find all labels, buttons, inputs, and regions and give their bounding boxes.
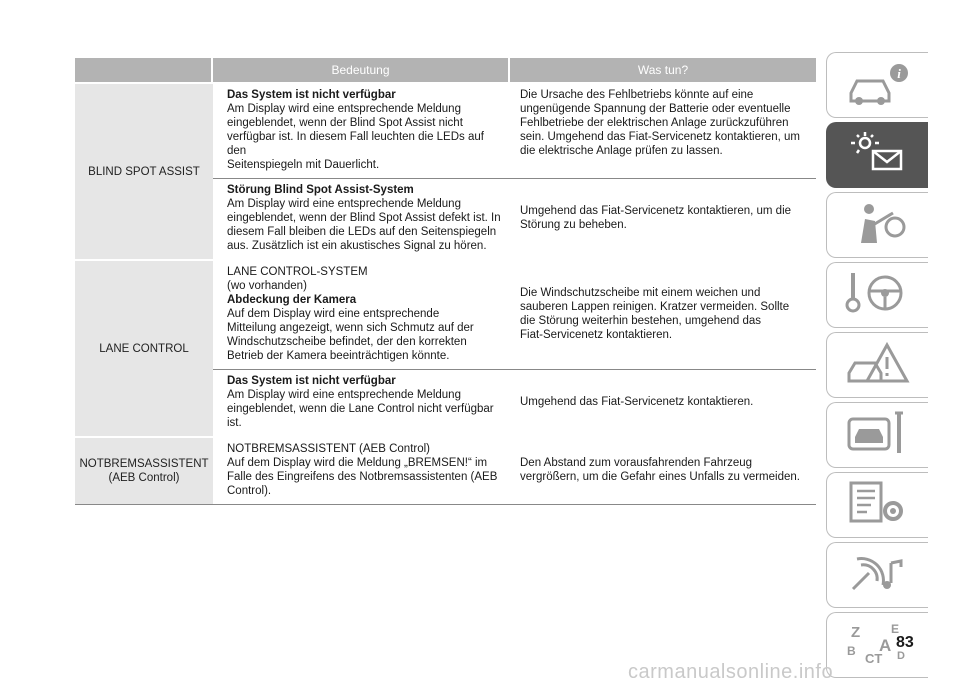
table-group — [75, 438, 816, 504]
warning-light-message-icon — [843, 129, 913, 182]
nav-tab-5[interactable] — [826, 402, 928, 468]
action-cell — [512, 84, 816, 178]
action-line: Den Abstand zum vorausfahrenden Fahrzeug — [520, 457, 753, 469]
page-number: 83 — [896, 634, 914, 651]
nav-tab-3[interactable] — [826, 262, 928, 328]
meaning-cell — [213, 84, 512, 178]
row-title: Das System ist nicht verfügbar — [227, 89, 396, 101]
table-row — [213, 438, 816, 504]
meaning-line: Seitenspiegeln mit Dauerlicht. — [227, 159, 380, 171]
crash-warning-icon — [843, 339, 913, 392]
action-line: Umgehend das Fiat-Servicenetz kontaktieren. — [520, 396, 754, 408]
group-label-line: (AEB Control) — [108, 472, 180, 484]
action-line: Die Ursache des Fehlbetriebs könnte auf eine — [520, 89, 754, 101]
multimedia-note-icon — [843, 549, 913, 602]
row-title: Störung Blind Spot Assist-System — [227, 184, 414, 196]
meaning-line: Mitteilung angezeigt, wenn sich Schmutz auf der — [227, 322, 474, 334]
svg-text:CT: CT — [864, 650, 882, 666]
meaning-line: Falle des Eingreifens des Notbremsassistenten (AEB — [227, 471, 498, 483]
meaning-line: eingeblendet, wenn der Blind Spot Assist defekt ist. In — [227, 212, 501, 224]
group-rows — [213, 84, 816, 259]
meaning-line: NOTBREMSASSISTENT (AEB Control) — [227, 443, 430, 455]
watermark: carmanualsonline.info — [628, 661, 834, 683]
nav-tab-2[interactable] — [826, 192, 928, 258]
warning-table — [75, 58, 816, 506]
table-header — [75, 58, 816, 82]
meaning-line: ist. — [227, 417, 242, 429]
action-cell — [512, 179, 816, 259]
specs-gear-icon — [843, 479, 913, 532]
action-line: vergrößern, um die Gefahr eines Unfalls zu vermeiden. — [520, 471, 800, 483]
svg-text:E: E — [890, 621, 899, 636]
group-rows — [213, 438, 816, 504]
action-line: Fiat-Servicenetz kontaktieren. — [520, 329, 673, 341]
action-line: sein. Umgehend das Fiat-Servicenetz kontaktieren, um — [520, 131, 800, 143]
meaning-line: Auf dem Display wird eine entsprechende — [227, 308, 440, 320]
nav-tab-6[interactable] — [826, 472, 928, 538]
steering-wheel-key-icon — [843, 269, 913, 322]
meaning-line: eingeblendet, wenn die Lane Control nicht verfügbar — [227, 403, 494, 415]
group-label-line: LANE CONTROL — [99, 342, 189, 355]
header-cell-action: Was tun? — [510, 58, 816, 82]
meaning-line: Am Display wird eine entsprechende Meldung — [227, 103, 461, 115]
action-line: die elektrische Anlage prüfen zu lassen. — [520, 145, 723, 157]
nav-tab-7[interactable] — [826, 542, 928, 608]
airbag-passenger-icon — [843, 199, 913, 252]
header-cell-meaning: Bedeutung — [213, 58, 508, 82]
header-cell-empty — [75, 58, 211, 82]
chapter-nav — [826, 52, 928, 682]
action-cell — [512, 370, 816, 436]
meaning-line: (wo vorhanden) — [227, 280, 307, 292]
meaning-line: verfügbar ist. In diesem Fall leuchten die LEDs auf den — [227, 131, 484, 157]
action-line: Die Windschutzscheibe mit einem weichen und — [520, 287, 761, 299]
svg-text:i: i — [896, 65, 901, 81]
action-line: sauberen Lappen reinigen. Kratzer vermeiden. Sollte — [520, 301, 790, 313]
row-title: Das System ist nicht verfügbar — [227, 375, 396, 387]
car-info-icon — [843, 59, 913, 112]
group-label-line: BLIND SPOT ASSIST — [88, 165, 200, 178]
group-rows — [213, 261, 816, 436]
group-label — [75, 261, 213, 436]
row-title: Abdeckung der Kamera — [227, 294, 357, 306]
meaning-line: Control). — [227, 485, 272, 497]
meaning-line: Am Display wird eine entsprechende Meldung — [227, 389, 461, 401]
meaning-line: diesem Fall bleiben die LEDs auf den Seitenspiegeln — [227, 226, 497, 238]
action-cell — [512, 261, 816, 369]
table-bottom-rule — [75, 504, 816, 505]
meaning-cell — [213, 179, 512, 259]
car-tools-icon — [843, 409, 913, 462]
action-line: Störung zu beheben. — [520, 219, 627, 231]
nav-tab-4[interactable] — [826, 332, 928, 398]
group-label — [75, 438, 213, 504]
action-line: Fehlbetriebe der elektrischen Anlage zurückzuführen — [520, 117, 789, 129]
meaning-line: Windschutzscheibe befindet, der den korrekten — [227, 336, 467, 348]
table-row — [213, 261, 816, 370]
svg-text:Z: Z — [850, 623, 860, 641]
meaning-line: Betrieb der Kamera beeinträchtigen könnte. — [227, 350, 450, 362]
meaning-cell — [213, 370, 512, 436]
action-line: die Störung weiterhin bestehen, umgehend das — [520, 315, 762, 327]
table-row — [213, 370, 816, 436]
table-row — [213, 179, 816, 259]
svg-text:D: D — [896, 649, 905, 662]
meaning-line: eingeblendet, wenn der Blind Spot Assist nicht — [227, 117, 463, 129]
svg-text:B: B — [846, 643, 856, 658]
meaning-line: LANE CONTROL-SYSTEM — [227, 266, 368, 278]
meaning-line: aus. Zusätzlich ist ein akustisches Signal zu hören. — [227, 240, 487, 252]
svg-text:A: A — [878, 635, 891, 655]
table-group — [75, 261, 816, 436]
group-label — [75, 84, 213, 259]
nav-tab-0[interactable] — [826, 52, 928, 118]
table-group — [75, 84, 816, 259]
table-row — [213, 84, 816, 179]
meaning-line: Am Display wird eine entsprechende Meldung — [227, 198, 461, 210]
action-cell — [512, 438, 816, 504]
meaning-line: Auf dem Display wird die Meldung „BREMSEN!“ im — [227, 457, 488, 469]
group-label-line: NOTBREMSASSISTENT — [79, 458, 209, 470]
action-line: ungenügende Spannung der Batterie oder eventuelle — [520, 103, 791, 115]
meaning-cell — [213, 261, 512, 369]
action-line: Umgehend das Fiat-Servicenetz kontaktieren, um die — [520, 205, 792, 217]
nav-tab-1[interactable] — [826, 122, 928, 188]
meaning-cell — [213, 438, 512, 504]
